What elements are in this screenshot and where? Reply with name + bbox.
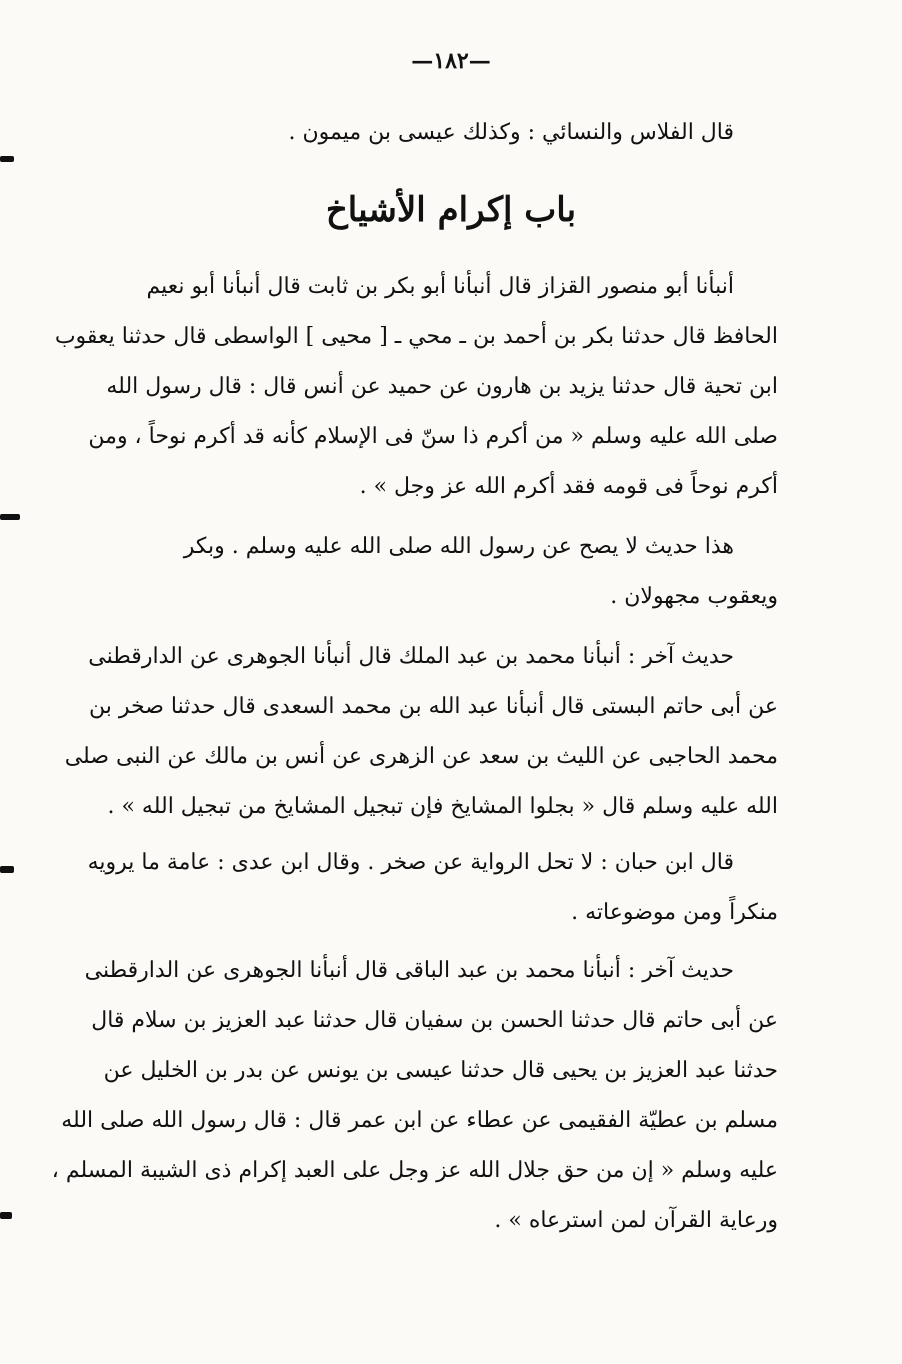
section-heading: باب إكرام الأشياخ: [325, 190, 577, 230]
paragraph-line: عن أبى حاتم قال حدثنا الحسن بن سفيان قال حدثنا عبد العزيز بن سلام قال: [91, 1008, 778, 1033]
paragraph-line: حدثنا عبد العزيز بن يحيى قال حدثنا عيسى بن يونس عن بدر بن الخليل عن: [103, 1058, 778, 1083]
paragraph-line: منكراً ومن موضوعاته .: [571, 900, 778, 925]
paragraph-line: أكرم نوحاً فى قومه فقد أكرم الله عز وجل » .: [359, 474, 778, 499]
paragraph-5: [51, 946, 778, 1246]
paragraph-line: محمد الحاجبى عن الليث بن سعد عن الزهرى عن أنس بن مالك عن النبى صلى: [64, 744, 778, 769]
margin-mark: [0, 866, 14, 873]
margin-mark: [0, 514, 20, 520]
paragraph-line: ويعقوب مجهولان .: [610, 584, 778, 609]
page-number: —١٨٢—: [411, 48, 491, 74]
paragraph-line: ابن تحية قال حدثنا يزيد بن هارون عن حميد عن أنس قال : قال رسول الله: [106, 374, 778, 399]
intro-line: قال الفلاس والنسائي : وكذلك عيسى بن ميمون .: [288, 120, 734, 145]
paragraph-line: الله عليه وسلم قال « بجلوا المشايخ فإن تبجيل المشايخ من تبجيل الله » .: [107, 794, 778, 819]
paragraph-line: حديث آخر : أنبأنا محمد بن عبد الملك قال أنبأنا الجوهرى عن الدارقطنى: [88, 644, 734, 669]
paragraph-line: حديث آخر : أنبأنا محمد بن عبد الباقى قال أنبأنا الجوهرى عن الدارقطنى: [84, 958, 734, 983]
paragraph-line: هذا حديث لا يصح عن رسول الله صلى الله عليه وسلم . وبكر: [183, 534, 734, 559]
paragraph-line: أنبأنا أبو منصور القزاز قال أنبأنا أبو بكر بن ثابت قال أنبأنا أبو نعيم: [146, 274, 734, 299]
paragraph-line: ورعاية القرآن لمن استرعاه » .: [494, 1208, 778, 1233]
paragraph-2: [134, 522, 778, 622]
margin-mark: [0, 1212, 12, 1219]
paragraph-line: عن أبى حاتم البستى قال أنبأنا عبد الله بن محمد السعدى قال حدثنا صخر بن: [89, 694, 778, 719]
paragraph-line: صلى الله عليه وسلم « من أكرم ذا سنّ فى الإسلام كأنه قد أكرم نوحاً ، ومن: [88, 424, 778, 449]
intro-line-block: [134, 108, 778, 158]
paragraph-1: [54, 262, 778, 512]
paragraph-3: [64, 632, 778, 832]
paragraph-line: قال ابن حبان : لا تحل الرواية عن صخر . وقال ابن عدى : عامة ما يرويه: [87, 850, 734, 875]
paragraph-line: عليه وسلم « إن من حق جلال الله عز وجل على العبد إكرام ذى الشيبة المسلم ،: [51, 1158, 778, 1183]
paragraph-line: مسلم بن عطيّة الفقيمى عن عطاء عن ابن عمر قال : قال رسول الله صلى الله: [61, 1108, 778, 1133]
paragraph-line: الحافظ قال حدثنا بكر بن أحمد بن ـ محي ـ [ محيى ] الواسطى قال حدثنا يعقوب: [54, 324, 778, 349]
paragraph-4: [87, 838, 778, 938]
margin-mark: [0, 156, 14, 162]
